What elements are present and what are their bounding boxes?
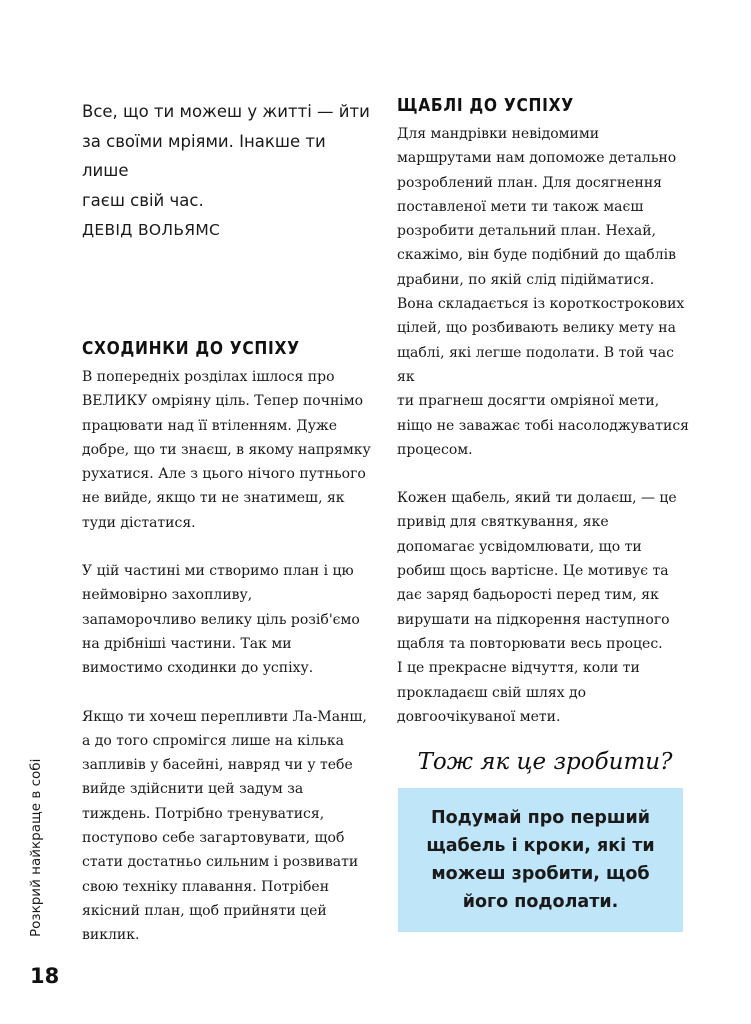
section-heading-steps: СХОДИНКИ ДО УСПІХУ xyxy=(82,338,300,359)
left-paragraph-3: Якщо ти хочеш перепливти Ла-Манш, а до того спромігся лише на кілька запливів у басейні, навряд чи у тебе вийде здійснити цей задум за тиждень. Потрібно тренуватися, поступово себе загартовувати, щоб стати достатньо сильним і розвивати свою техніку плавання. Потрібен якісний план, щоб прийняти цей виклик. xyxy=(82,708,367,944)
section-heading-rungs: ЩАБЛІ ДО УСПІХУ xyxy=(397,95,574,116)
left-column xyxy=(82,97,377,948)
right-column xyxy=(397,95,693,775)
epigraph-quote: Все, що ти можеш у житті — йти за своїми мріями. Інакше ти лише гаєш свій час. xyxy=(82,102,370,210)
book-title-vertical: Розкрий найкраще в собі xyxy=(28,758,44,937)
right-paragraph-1: Для мандрівки невідомими маршрутами нам допоможе детально розроблений план. Для досягнення поставленої мети ти також маєш розробити детальний план. Нехай, скажімо, він буде подібний до щаблів драбини, по якій слід підійматися. Вона складається із короткострокових цілей, що розбивають велику мету на щаблі, які легше подолати. В той час як ти прагнеш досягти омріяної мети, ніщо не заважає тобі насолоджуватися процесом. xyxy=(397,126,690,458)
epigraph-author: ДЕВІД ВОЛЬЯМС xyxy=(82,221,221,239)
left-paragraph-1: В попередніх розділах ішлося про ВЕЛИКУ омріяну ціль. Тепер почнімо працювати над її втіленням. Дуже добре, що ти знаєш, в якому напрямку рухатися. Але з цього нічого путнього не вийде, якщо ти не знатимеш, як туди дістатися. xyxy=(82,369,371,531)
highlight-box-text: Подумай про перший щабель і кроки, які ти можеш зробити, щоб його подолати. xyxy=(426,808,655,912)
page-number: 18 xyxy=(30,964,60,988)
right-paragraph-2: Кожен щабель, який ти долаєш, — це привід для святкування, яке допомагає усвідомлювати, що ти робиш щось вартісне. Це мотивує та дає заряд бадьорості перед тим, як вирушати на підкорення наступного щабля та повторювати весь процес. І це прекрасне відчуття, коли ти прокладаєш свій шлях до довгоочікуваної мети. xyxy=(397,490,677,725)
left-paragraph-2: У цій частині ми створимо план і цю неймовірно захопливу, запаморочливо велику ціль розіб'ємо на дрібніші частини. Так ми вимостимо сходинки до успіху. xyxy=(82,563,360,677)
highlight-box xyxy=(398,788,683,932)
call-to-action-question: Тож як це зробити? xyxy=(417,749,673,776)
